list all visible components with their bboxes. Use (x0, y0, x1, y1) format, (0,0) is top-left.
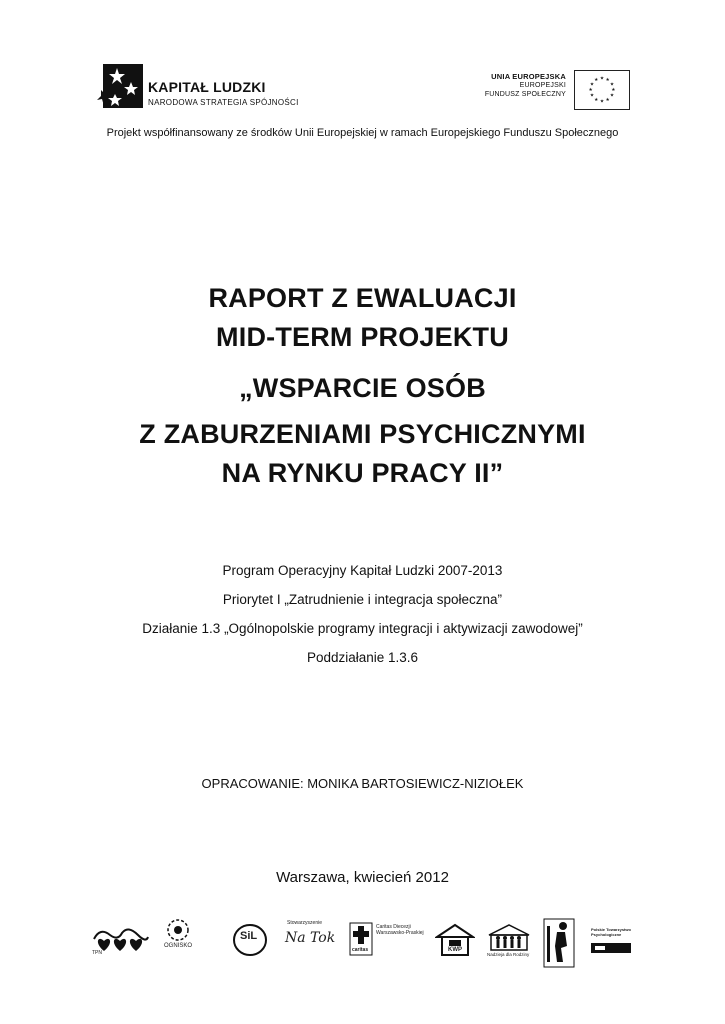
svg-text:★: ★ (605, 97, 610, 103)
measure: Działanie 1.3 „Ogólnopolskie programy integracji i aktywizacji zawodowej” (142, 621, 583, 636)
kapital-ludzki-logo (97, 60, 297, 116)
svg-text:★: ★ (609, 93, 615, 99)
eu-line-1: UNIA EUROPEJSKA (491, 72, 566, 81)
svg-text:★: ★ (594, 77, 599, 83)
nadzieja-people-icon (487, 923, 531, 951)
kwp-logo (435, 923, 475, 957)
cofinancing-note: Projekt współfinansowany ze środków Unii Europejskiej w ramach Europejskiego Funduszu Społecznego (106, 127, 619, 139)
eu-logo-text (485, 72, 566, 99)
kwp-label: KWP (448, 947, 462, 953)
eu-line-3: FUNDUSZ SPOŁECZNY (484, 91, 566, 98)
place-date: Warszawa, kwiecień 2012 (276, 869, 449, 886)
author: OPRACOWANIE: MONIKA BARTOSIEWICZ-NIZIOŁEK (201, 776, 524, 791)
project-title-line-1: „WSPARCIE OSÓB (239, 373, 486, 403)
svg-text:★: ★ (589, 82, 595, 88)
tpn-label: TPN (92, 950, 102, 956)
eu-flag-icon (574, 70, 630, 110)
svg-text:★: ★ (611, 87, 616, 93)
ognisko-logo (160, 918, 216, 960)
priority: Priorytet I „Zatrudnienie i integracja społeczna” (222, 592, 503, 607)
svg-text:★: ★ (588, 87, 593, 93)
nadzieja-logo (487, 923, 531, 959)
eu-line-2: EUROPEJSKI (519, 82, 566, 89)
ptp-bar-icon (591, 943, 631, 953)
natok-association-label: Stowarzyszenie (287, 920, 323, 926)
ptp-label: Polskie Towarzystwo Psychologiczne (591, 927, 631, 937)
program-name: Program Operacyjny Kapitał Ludzki 2007-2013 (222, 563, 503, 578)
natok-logo (281, 920, 339, 958)
ognisko-label: OGNISKO (164, 943, 193, 949)
svg-text:★: ★ (609, 82, 615, 88)
ptp-logo (591, 927, 631, 955)
project-title-line-2: Z ZABURZENIAMI PSYCHICZNYMI (139, 419, 586, 449)
submeasure: Poddziałanie 1.3.6 (306, 650, 419, 665)
svg-text:★: ★ (589, 93, 595, 99)
report-title-line-1: RAPORT Z EWALUACJI (208, 283, 517, 313)
eu-logo (472, 70, 630, 112)
kapital-ludzki-emblem-icon (97, 60, 145, 114)
sil-logo (231, 922, 269, 958)
report-title-line-2: MID-TERM PROJEKTU (216, 322, 509, 352)
svg-text:★: ★ (605, 77, 610, 83)
project-title-line-3: NA RYNKU PRACY II” (221, 458, 504, 488)
vertical-partner-emblem-icon (543, 918, 575, 968)
svg-text:★: ★ (594, 97, 599, 103)
vertical-partner-logo (543, 918, 575, 968)
caritas-text: Caritas Diecezji Warszawsko-Praskiej (376, 924, 424, 936)
tpn-logo (92, 925, 150, 957)
kapital-ludzki-title: KAPITAŁ LUDZKI (148, 79, 266, 95)
nadzieja-label: Nadzieja dla Rodziny (487, 952, 530, 957)
kapital-ludzki-subtitle: NARODOWA STRATEGIA SPÓJNOŚCI (148, 98, 299, 107)
svg-text:★: ★ (599, 99, 605, 105)
natok-label: Na Tok (285, 930, 336, 946)
sil-label: SiL (240, 930, 258, 942)
svg-text:★: ★ (599, 76, 605, 82)
caritas-logo (349, 922, 427, 958)
ognisko-emblem-icon (166, 918, 190, 942)
caritas-label: caritas (352, 947, 369, 953)
